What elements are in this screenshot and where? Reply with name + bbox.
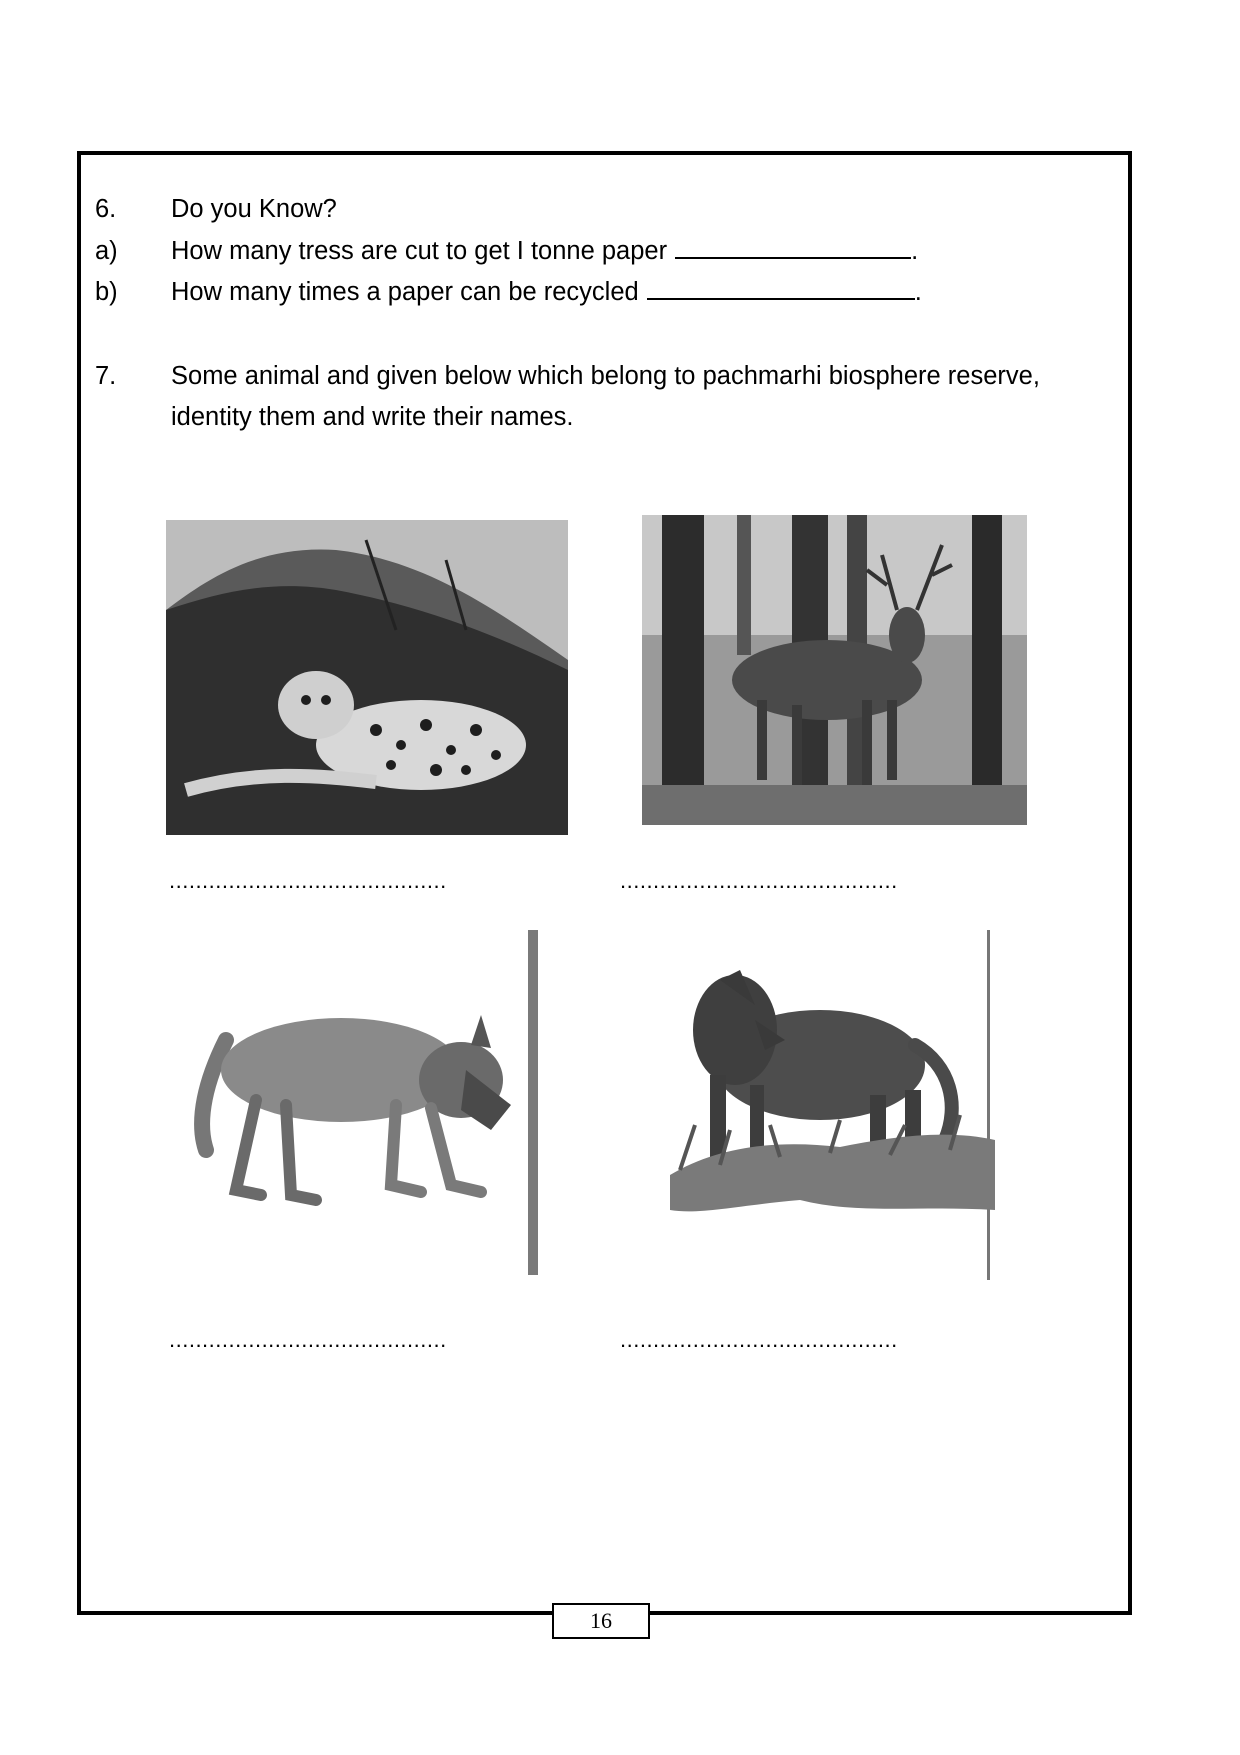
- answer-line-3[interactable]: ..........................................: [169, 1327, 447, 1352]
- answer-line-4[interactable]: ..........................................: [620, 1327, 898, 1352]
- deer-photo: [642, 515, 1027, 825]
- page-number: 16: [552, 1603, 650, 1639]
- question-7-line1: Some animal and given below which belong to pachmarhi biosphere reserve,: [171, 362, 1040, 390]
- question-7-line2: identity them and write their names.: [171, 403, 574, 431]
- wolf-photo: [166, 930, 541, 1275]
- question-6b-end: .: [914, 278, 922, 306]
- answer-blank-6b[interactable]: [647, 274, 915, 300]
- question-7-number: 7.: [95, 362, 117, 390]
- question-6a-label: a): [95, 237, 118, 265]
- question-6a-prompt: How many tress are cut to get I tonne paper: [171, 237, 668, 265]
- answer-line-2[interactable]: ..........................................: [620, 868, 898, 893]
- leopard-photo: [166, 520, 568, 835]
- question-6b-prompt: How many times a paper can be recycled: [171, 278, 639, 306]
- question-6b-label: b): [95, 278, 118, 306]
- question-6b-text: [171, 272, 922, 313]
- answer-blank-6a[interactable]: [675, 233, 911, 259]
- question-6a-end: .: [911, 237, 919, 265]
- wild-dog-photo: [660, 925, 1015, 1285]
- question-6-number: 6.: [95, 195, 117, 223]
- answer-line-1[interactable]: ..........................................: [169, 868, 447, 893]
- question-6a-text: [171, 231, 918, 272]
- question-6-title: Do you Know?: [171, 195, 337, 223]
